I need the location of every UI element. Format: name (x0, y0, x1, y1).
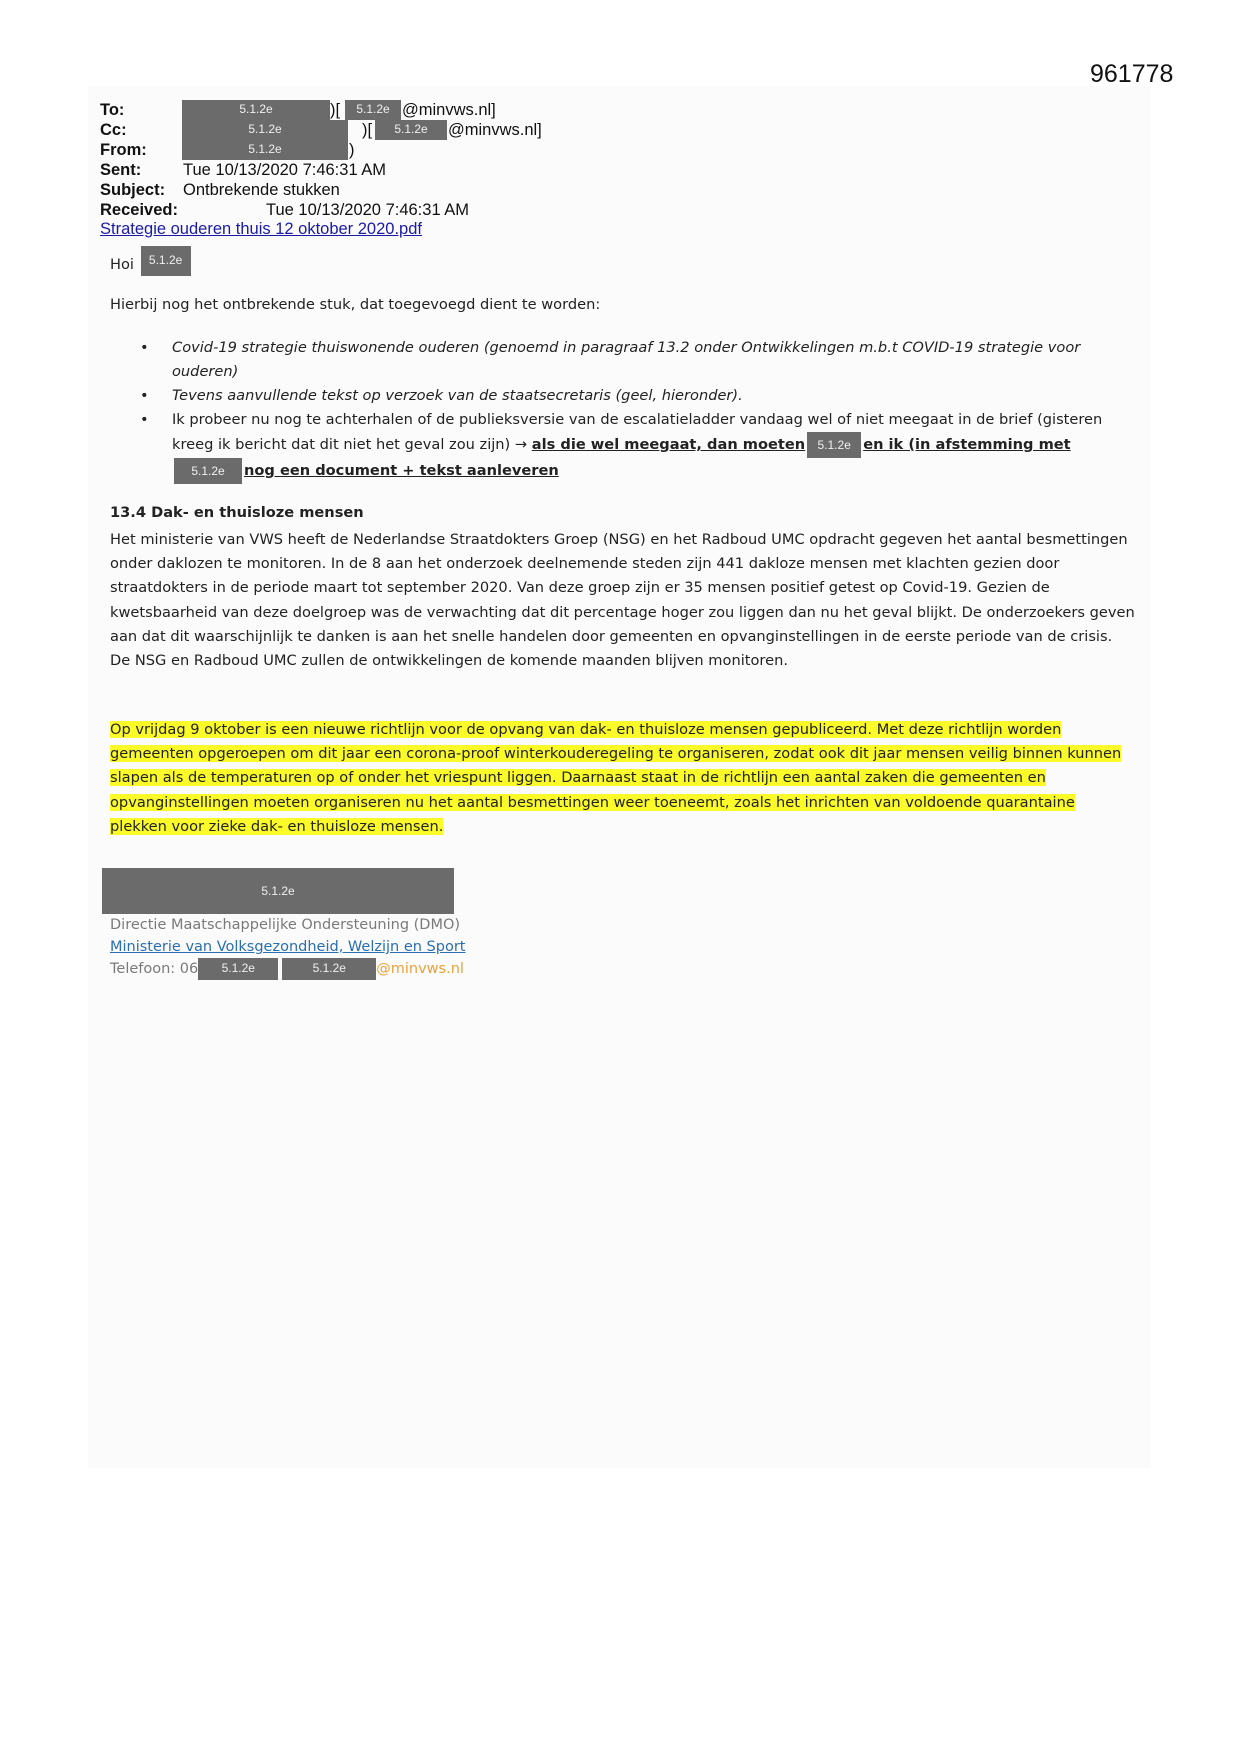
list-item (140, 384, 1130, 408)
subject-value: Ontbrekende stukken (183, 181, 340, 199)
list-item (140, 336, 1130, 384)
highlighted-text: Op vrijdag 9 oktober is een nieuwe richtlijn voor de opvang van dak- en thuisloze mensen gepubliceerd. Met deze richtlijn worden gemeenten opgeroepen om dit jaar een corona-proof winterkouderegeling te organiseren, zodat ook dit jaar mensen veilig binnen kunnen slapen als de temperaturen op of onder het vriespunt liggen. Daarnaast staat in de richtlijn een aantal zaken die gemeenten en opvanginstellingen moeten organiseren nu het aantal besmettingen weer toeneemt, zoals het inrichten van voldoende quarantaine plekken voor zieke dak- en thuisloze mensen. (110, 721, 1122, 835)
cc-label: Cc: (100, 121, 127, 139)
signature-block (110, 914, 465, 980)
bullet-text: Tevens aanvullende tekst op verzoek van de staatsecretaris (geel, hieronder). (172, 387, 743, 404)
bullet-text: Covid-19 strategie thuiswonende ouderen (genoemd in paragraaf 13.2 onder Ontwikkelingen m.b.t COVID-19 strategie voor ouderen) (172, 339, 1081, 380)
signature-name-redaction: 5.1.2e (102, 868, 454, 914)
redaction-box: 5.1.2e (182, 140, 348, 160)
greeting-text: Hoi (110, 256, 134, 273)
document-number: 961778 (1090, 60, 1174, 88)
redaction-box: 5.1.2e (345, 100, 401, 120)
received-value: Tue 10/13/2020 7:46:31 AM (266, 201, 470, 219)
bullet-list (140, 336, 1130, 484)
from-label: From: (100, 141, 147, 159)
cc-paren: )[ (362, 121, 373, 139)
body-paragraph: Het ministerie van VWS heeft de Nederlandse Straatdokters Groep (NSG) en het Radboud UMC opdracht gegeven het aantal besmettingen onder daklozen te monitoren. In de 8 aan het onderzoek deelnemende steden zijn 441 dakloze mensen met klachten gezien door straatdokters in de periode maart tot september 2020. Van deze groep zijn er 35 mensen positief getest op Covid-19. Gezien de kwetsbaarheid van deze doelgroep was de verwachting dat dit percentage hoger zou liggen dan nu het geval blijkt. De onderzoekers geven aan dat dit waarschijnlijk te danken is aan het snelle handelen door gemeenten en opvanginstellingen in de eerste periode van de crisis. De NSG en Radboud UMC zullen de ontwikkelingen de komende maanden blijven monitoren. (110, 531, 1135, 670)
cc-domain: @minvws.nl] (448, 121, 542, 139)
signature-ministry-link[interactable]: Ministerie van Volksgezondheid, Welzijn en Sport (110, 939, 466, 955)
section-heading: 13.4 Dak- en thuisloze mensen (110, 504, 364, 521)
sent-label: Sent: (100, 161, 142, 179)
highlighted-paragraph (110, 718, 1135, 839)
bullet-mark: • (140, 339, 149, 356)
attachment-link[interactable]: Strategie ouderen thuis 12 oktober 2020.pdf (100, 220, 422, 238)
phone-label: Telefoon: 06 (110, 961, 199, 977)
bullet-text: Ik probeer nu nog te achterhalen of de publieksversie van de escalatieladder vandaag wel of niet meegaat in de brief (gisteren kreeg ik bericht dat dit niet het geval zou zijn) → (172, 411, 1103, 453)
redaction-box: 5.1.2e (198, 958, 278, 980)
greeting (110, 250, 191, 280)
bullet-mark: • (140, 387, 149, 404)
redaction-box: 5.1.2e (807, 432, 861, 458)
received-label: Received: (100, 201, 178, 219)
signature-phone-row (110, 958, 465, 980)
bullet-bold-text: en ik (in afstemming met (863, 436, 1071, 453)
from-paren: ) (349, 141, 355, 159)
intro-text: Hierbij nog het ontbrekende stuk, dat toegevoegd dient te worden: (110, 296, 601, 313)
bullet-mark: • (140, 411, 149, 428)
redaction-box: 5.1.2e (182, 100, 330, 120)
redaction-box: 5.1.2e (174, 458, 242, 484)
sent-value: Tue 10/13/2020 7:46:31 AM (183, 161, 387, 179)
list-item (140, 408, 1130, 484)
redaction-box: 5.1.2e (282, 958, 376, 980)
redaction-box: 5.1.2e (182, 120, 348, 140)
redaction-box: 5.1.2e (375, 120, 447, 140)
redaction-box: 5.1.2e (141, 246, 191, 276)
subject-label: Subject: (100, 181, 166, 199)
bullet-bold-text: nog een document + tekst aanleveren (244, 462, 559, 479)
to-domain: @minvws.nl] (402, 101, 496, 119)
to-paren: )[ (330, 101, 341, 119)
email-domain: @minvws.nl (376, 961, 464, 977)
bullet-bold-text: als die wel meegaat, dan moeten (531, 436, 806, 453)
to-label: To: (100, 101, 125, 119)
signature-department: Directie Maatschappelijke Ondersteuning (DMO) (110, 917, 461, 933)
